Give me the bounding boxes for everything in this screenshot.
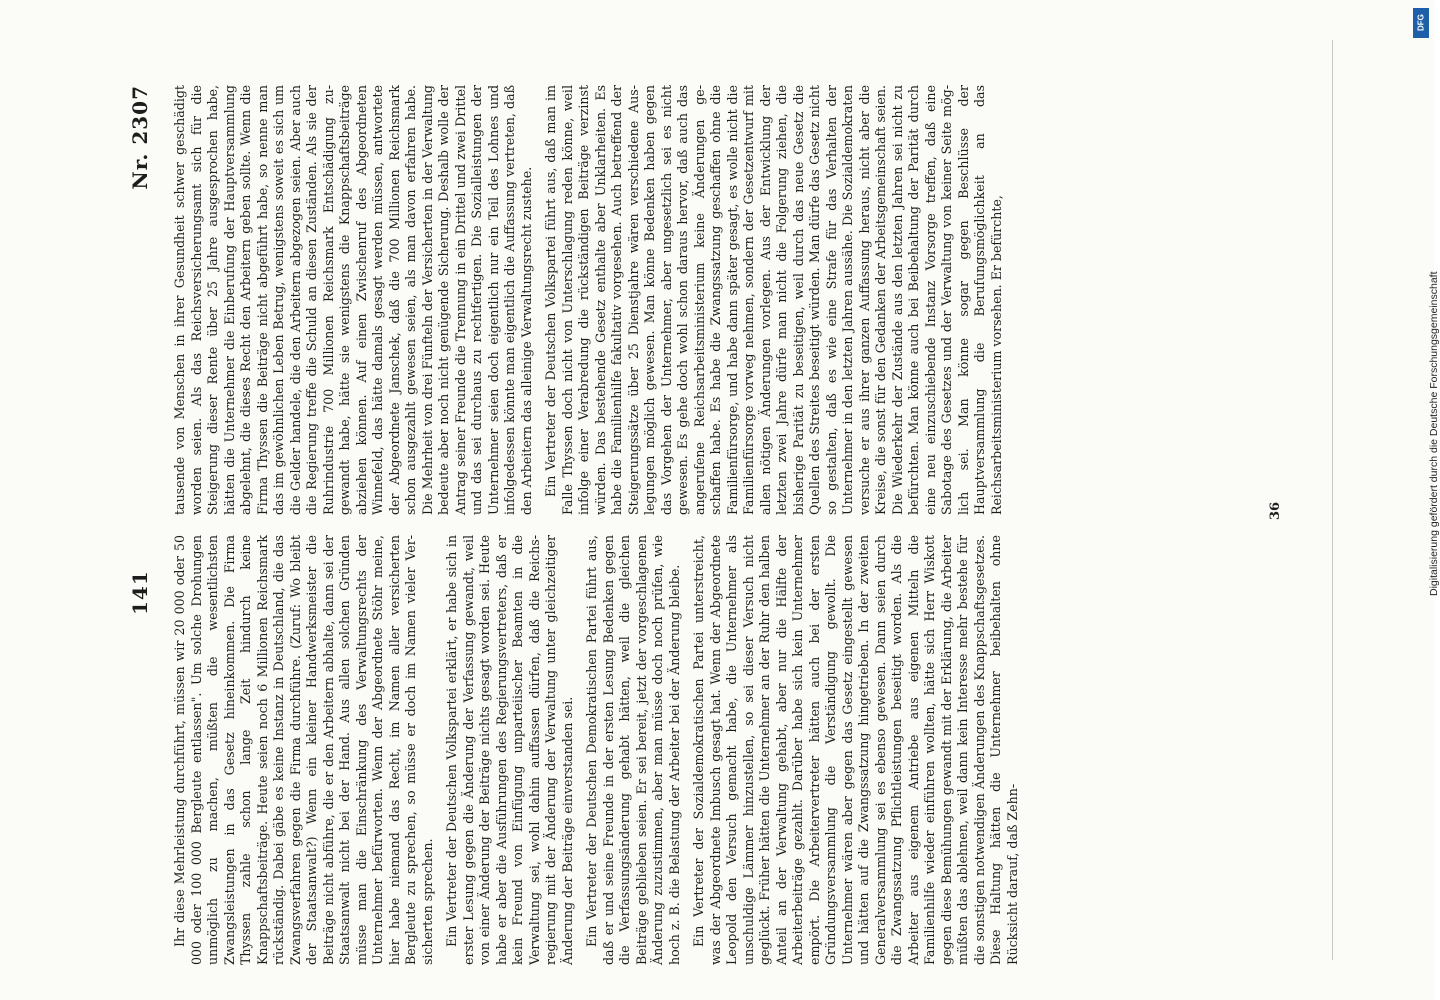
paragraph: Ein Vertreter der Sozialdemokratischen Partei unterstreicht, was der Abgeordnete Imbusch gesagt hat. Wenn der Abgeordnete Leopold den Versuch gemacht habe, die Unternehmer als unschuldige Lämmer hinzustellen, so sei dieser Versuch nicht geglückt. Früher hätten die Unternehmer an der Ruhr den halben Anteil an der Verwaltung gehabt, aber nur die Hälfte der Arbeiterbeiträge gezahlt. Darüber habe sich kein Unternehmer empört. Die Arbeitervertreter hätten auch bei der ersten Gründungsversammlung die Verständigung gewollt. Die Unternehmer wären aber gegen das Gesetz eingestellt gewesen und hätten auf die Zwangssatzung hingetrieben. In der zweiten Generalversammlung sei es ebenso gewesen. Dann seien durch die Zwangssatzung Pflichtleistungen beseitigt worden. Als die Arbeiter aus eigenem Antriebe aus eigenen Mitteln die Familienhilfe wieder einführen wollten, hätte sich Herr Wiskott gegen diese Bemühungen gewandt mit der Erklärung, die Arbeiter müßten das ablehnen, weil dann kein Interesse mehr bestehe für die sonstigen notwendigen Änderungen des Knappschaftsgesetzes. Diese Haltung hätten die Unternehmer beibehalten ohne Rücksicht darauf, daß Zehn- — [691, 535, 1020, 965]
page-header — [120, 85, 160, 965]
paragraph: Ein Vertreter der Deutschen Volkspartei führt aus, daß man im Falle Thyssen doch nicht von Unterschlagung reden könne, weil infolge einer Verabredung die rückständigen Beiträge verzinst würden. Das bestehende Gesetz enthalte aber Unklarheiten. Es habe die Familienhilfe fakultativ vorgesehen. Auch betreffend der Steigerungssätze über 25 Dienstjahre wären verschiedene Auslegungen möglich gewesen. Man könne Bedenken haben gegen das Vorgehen der Unternehmer, aber ungesetzlich sei es nicht gewesen. Es gehe doch wohl schon daraus hervor, daß auch das angerufene Reichsarbeitsministerium keine Änderungen geschaffen habe. Es habe die Zwangssatzung geschaffen ohne die Familienfürsorge, und habe dann später gesagt, es wolle nicht die Familienfürsorge vorweg nehmen, sondern der Gesetzentwurf mit allen nötigen Änderungen vorlegen. Aus der Entwicklung der letzten zwei Jahre dürfe man nicht die Folgerung ziehen, die bisherige Parität zu beseitigen, weil durch das neue Gesetz die Quellen des Streites beseitigt würden. Man dürfe das Gesetz nicht so gestalten, daß es wie eine Strafe für das Verhalten der Unternehmer in den letzten Jahren aussähe. Die Sozialdemokraten versuche er aus ihrer ganzen Auffassung heraus, nicht aber die Kreise, die sonst für den Gedanken der Arbeitsgemeinschaft seien. Die Wiederkehr der Zustände aus den letzten Jahren sei nicht zu befürchten. Man könne auch bei Beibehaltung der Parität durch eine neu einzuschiebende Instanz Vorsorge treffen, daß eine Sabotage des Gesetzes und der Verwaltung von keiner Seite möglich sei. Man könne sogar gegen Beschlüsse der Hauptversammlung die Berufungsmöglichkeit an das Reichsarbeitsministerium vorsehen. Er befürchte, — [543, 85, 1004, 515]
paragraph: Ein Vertreter der Deutschen Demokratischen Partei führt aus, daß er und seine Freunde in der ersten Lesung Bedenken gegen die Verfassungsänderung gehabt hätten, weil die gleichen Beiträge geblieben seien. Er sei bereit, jetzt der vorgeschlagenen Änderung zuzustimmen, aber man müsse doch noch prüfen, wie hoch z. B. die Belastung der Arbeiter bei der Änderung bleibe. — [584, 535, 682, 965]
issue-number: Nr. 2307 — [128, 85, 152, 190]
rotated-text-body — [120, 85, 1300, 965]
dfg-logo-icon: DFG — [1413, 8, 1429, 38]
paragraph: Ein Vertreter der Deutschen Volkspartei erklärt, er habe sich in erster Lesung gegen die Änderung der Verfassung gewandt, weil von einer Änderung der Beiträge nichts gesagt worden sei. Heute habe er aber die Ausführungen des Regierungsvertreters, daß er kein Freund von Einfügung unparteiischer Beamten in die Verwaltung sei, wohl dahin auffassen dürfen, daß die Reichsregierung mit der Änderung der Verwaltung unter gleichzeitiger Änderung der Beiträge einverstanden sei. — [444, 535, 575, 965]
text-column-right — [172, 85, 1013, 515]
page-number: 141 — [128, 570, 152, 615]
digitization-sidebar — [1406, 0, 1440, 1000]
footer-page-number: 36 — [1268, 501, 1283, 520]
text-column-left — [172, 535, 1029, 965]
page-edge-line — [1332, 40, 1333, 960]
digitization-credit: Digitalisierung gefördert durch die Deutsche Forschungsgemeinschaft — [1428, 271, 1440, 596]
paragraph: tausende von Menschen in ihrer Gesundheit schwer geschädigt worden seien. Als das Reichsversicherungsamt sich für die Steigerung dieser Rente über 25 Jahre ausgesprochen habe, hätten die Unternehmer die Einberufung der Hauptversammlung abgelehnt, die dieses Recht den Arbeitern geben sollte. Wenn die Firma Thyssen die Beiträge nicht abgeführt habe, so nenne man das im gewöhnlichen Leben Betrug, wenigstens soweit es sich um die Gelder handele, die den Arbeitern abgezogen seien. Aber auch die Regierung treffe die Schuld an diesen Zuständen. Als sie der Ruhrindustrie 700 Millionen Reichsmark Entschädigung zugewandt habe, hätte sie wenigstens die Knappschaftsbeiträge abziehen können. Auf einen Zwischenruf des Abgeordneten Winnefeld, das hätte damals gesagt werden müssen, antwortete der Abgeordnete Janschek, daß die 700 Millionen Reichsmark schon ausgezahlt gewesen seien, als man davon erfahren habe. Die Mehrheit von drei Fünfteln der Versicherten in der Verwaltung bedeute aber noch nicht genügende Sicherung. Deshalb wolle der Antrag seiner Freunde die Trennung in ein Drittel und zwei Drittel und das sei durchaus zu rechtfertigen. Die Sozialleistungen der Unternehmer seien doch eigentlich nur ein Teil des Lohnes und infolgedessen könnte man eigentlich die Auffassung vertreten, daß den Arbeitern das alleinige Verwaltungsrecht zustehe. — [172, 85, 534, 515]
paragraph: Ihr diese Mehrleistung durchführt, müssen wir 20 000 oder 50 000 oder 100 000 Bergleute entlassen". Um solche Drohungen unmöglich zu machen, müßten die wesentlichsten Zwangsleistungen in das Gesetz hineinkommen. Die Firma Thyssen zahle schon lange Zeit hindurch keine Knappschaftsbeiträge. Heute seien noch 6 Millionen Reichsmark rückständig. Dabei gäbe es keine Instanz in Deutschland, die das Zwangsverfahren gegen die Firma durchführe. (Zuruf: Wo bleibt der Staatsanwalt?) Wenn ein kleiner Handwerksmeister die Beiträge nicht abführe, die er den Arbeitern abhalte, dann sei der Staatsanwalt nicht bei der Hand. Aus allen solchen Gründen müsse man die Einschränkung des Verwaltungsrechts der Unternehmer befürworten. Wenn der Abgeordnete Stöhr meine, hier habe niemand das Recht, im Namen aller versicherten Bergleute zu sprechen, so müsse er doch im Namen vieler Versicherten sprechen. — [172, 535, 435, 965]
